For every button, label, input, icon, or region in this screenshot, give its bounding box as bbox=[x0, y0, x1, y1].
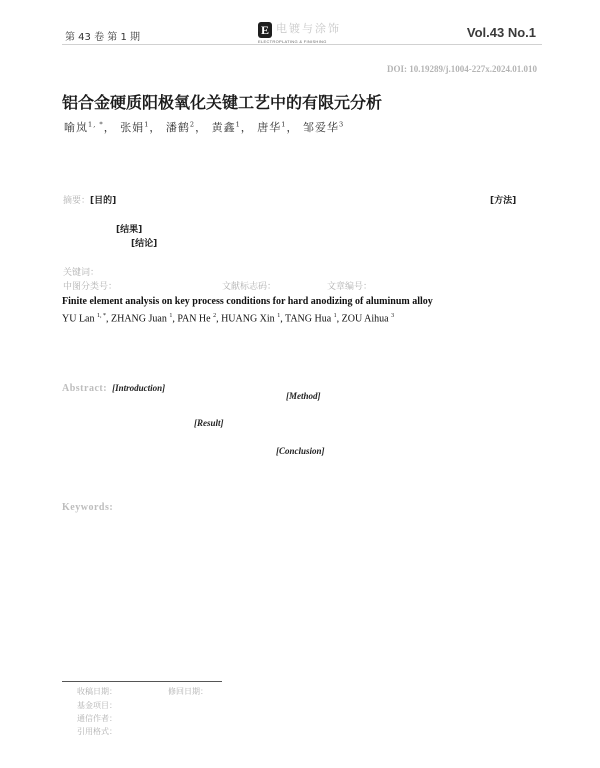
doi[interactable]: DOI: 10.19289/j.1004-227x.2024.01.010 bbox=[387, 64, 537, 74]
document-code-label: 文献标志码： bbox=[222, 282, 277, 292]
author-affiliation: 1, * bbox=[88, 120, 104, 129]
author-name: HUANG Xin bbox=[221, 313, 275, 325]
footnote-divider bbox=[62, 681, 222, 682]
abstract-en-conclusion: [Conclusion] bbox=[276, 446, 325, 456]
article-title-cn: 铝合金硬质阳极氧化关键工艺中的有限元分析 bbox=[62, 93, 383, 112]
author-affiliation: 1 bbox=[281, 120, 287, 129]
abstract-en-header bbox=[62, 376, 165, 395]
author-name: 张娟 bbox=[120, 121, 145, 134]
author-affiliation: 1 bbox=[169, 313, 173, 319]
author-name: PAN He bbox=[177, 313, 211, 325]
keywords-cn-label: 关键词： bbox=[63, 268, 100, 278]
abstract-cn-result: [结果] bbox=[116, 225, 143, 235]
author-affiliation: 2 bbox=[213, 313, 217, 319]
author-affiliation: 1 bbox=[235, 120, 241, 129]
logo-mark-icon: E bbox=[258, 22, 272, 38]
volume-number: Vol.43 No.1 bbox=[466, 25, 536, 40]
author-affiliation: 1 bbox=[277, 313, 281, 319]
author-name: ZHANG Juan bbox=[111, 313, 167, 325]
author-name: 黄鑫 bbox=[211, 121, 236, 134]
fund-project-label: 基金项目： bbox=[77, 701, 117, 710]
abstract-cn-header bbox=[63, 193, 116, 206]
author-name: ZOU Aihua bbox=[341, 313, 389, 325]
journal-logo bbox=[258, 20, 341, 44]
author-affiliation: 2 bbox=[189, 120, 196, 129]
authors-cn: 喻岚$^{1, *}$， 张娟$^1$， 潘鹤$^2$， 黄鑫$^1$， 唐华$^1$， 邹爱华$^3$ bbox=[64, 120, 345, 134]
author-affiliation: 1 bbox=[144, 120, 150, 129]
received-date-label: 收稿日期： bbox=[77, 687, 117, 696]
author-name: 潘鹤 bbox=[165, 121, 190, 134]
logo-chinese-name: 电镀与涂饰 bbox=[276, 22, 341, 35]
abstract-cn-method: [方法] bbox=[490, 196, 517, 206]
clc-number-label: 中图分类号： bbox=[63, 282, 118, 292]
article-title-en: Finite element analysis on key process conditions for hard anodizing of aluminum alloy bbox=[62, 296, 433, 307]
abstract-cn-objective: [目的] bbox=[90, 196, 117, 206]
abstract-en-method: [Method] bbox=[286, 391, 321, 401]
author-name: YU Lan bbox=[62, 313, 95, 325]
keywords-en-label: Keywords: bbox=[62, 502, 114, 513]
corresponding-author-label: 通信作者： bbox=[77, 714, 117, 723]
author-affiliation: 3 bbox=[339, 120, 345, 129]
abstract-en-introduction: [Introduction] bbox=[112, 383, 166, 393]
journal-issue: 第 43 卷 第 1 期 bbox=[65, 32, 140, 43]
abstract-en-label: Abstract: bbox=[62, 383, 108, 394]
author-name: 喻岚 bbox=[64, 121, 88, 134]
author-name: 邹爱华 bbox=[303, 121, 339, 134]
header-divider bbox=[62, 44, 542, 45]
author-affiliation: 1 bbox=[333, 313, 337, 319]
author-name: 唐华 bbox=[257, 121, 282, 134]
abstract-en-result: [Result] bbox=[194, 418, 224, 428]
logo-english-name: ELECTROPLATING & FINISHING bbox=[258, 39, 327, 44]
revised-date-label: 修回日期： bbox=[168, 687, 208, 696]
author-name: TANG Hua bbox=[285, 313, 332, 325]
authors-en: YU Lan $^{1, *}$, ZHANG Juan $^1$, PAN He $^2$, HUANG Xin $^1$, TANG Hua $^1$, ZOU Aihua $^3$ bbox=[62, 313, 395, 325]
citation-format-label: 引用格式： bbox=[77, 727, 117, 736]
abstract-cn-label: 摘要： bbox=[63, 196, 91, 206]
author-affiliation: 3 bbox=[391, 313, 395, 319]
article-number-label: 文章编号： bbox=[327, 282, 373, 292]
abstract-cn-conclusion: [结论] bbox=[131, 239, 158, 249]
author-affiliation: 1, * bbox=[97, 313, 106, 319]
